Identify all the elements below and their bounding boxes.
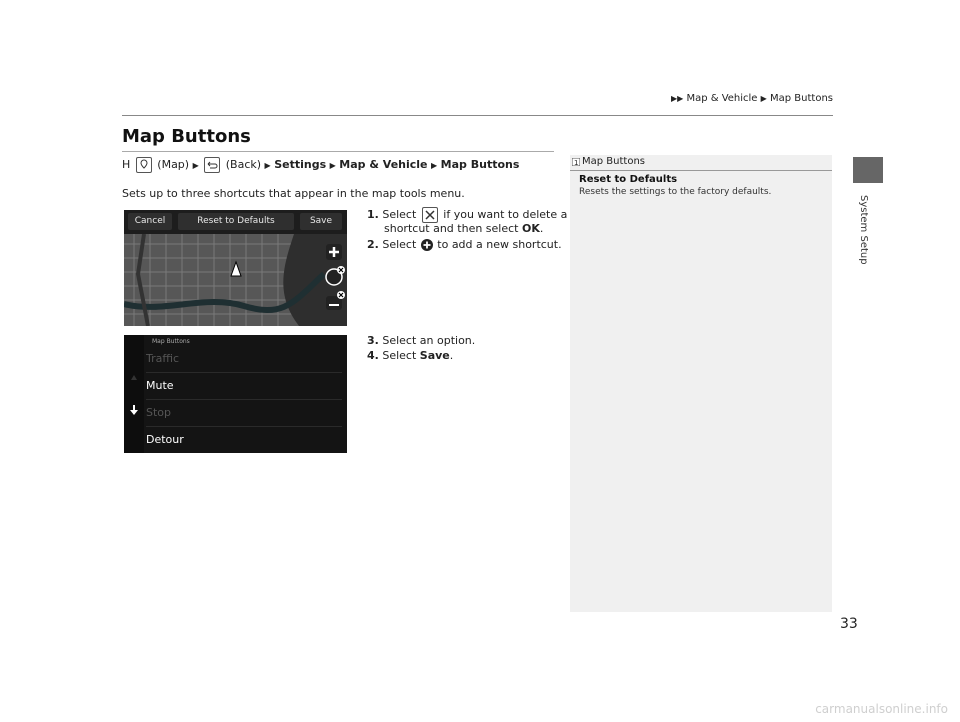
map-screenshot: [124, 210, 347, 326]
header-divider: [122, 115, 833, 116]
list-item-traffic[interactable]: Traffic: [146, 346, 342, 373]
step-1-cont: shortcut and then select OK.: [384, 222, 544, 235]
cancel-button[interactable]: Cancel: [128, 213, 172, 230]
traffic-shortcut-icon[interactable]: [326, 266, 345, 285]
delete-x-icon: [422, 207, 438, 223]
map-vehicle-link: Map & Vehicle: [339, 158, 428, 171]
settings-link: Settings: [274, 158, 327, 171]
map-toolbar: [124, 210, 347, 234]
list-header: Map Buttons: [152, 338, 190, 345]
map-label: (Map): [157, 158, 190, 171]
home-key: H: [122, 158, 131, 171]
back-key-icon: [204, 157, 220, 173]
save-button[interactable]: Save: [300, 213, 342, 230]
title-divider: [122, 151, 554, 152]
breadcrumb: ▶▶ Map & Vehicle ▶ Map Buttons: [670, 93, 833, 104]
page-title: Map Buttons: [122, 126, 251, 147]
step-3: 3. Select an option.: [367, 334, 476, 347]
navigation-path: H (Map) ▶ (Back) ▶ Settings ▶ Map & Vehicle ▶ Map Buttons: [122, 158, 520, 171]
watermark: carmanualsonline.info: [815, 702, 948, 716]
scroll-arrow-icon: [124, 335, 144, 453]
add-shortcut-icon[interactable]: [326, 244, 342, 260]
page-number: 33: [840, 616, 858, 632]
note-header: [570, 155, 832, 171]
back-label: (Back): [225, 158, 262, 171]
reset-to-defaults-button[interactable]: Reset to Defaults: [178, 213, 294, 230]
list-item-detour[interactable]: Detour: [146, 433, 184, 446]
note-icon: [572, 158, 580, 166]
map-key-icon: [136, 157, 152, 173]
breadcrumb-item[interactable]: Map Buttons: [770, 93, 833, 104]
note-title: Map Buttons: [582, 156, 645, 167]
note-text: Resets the settings to the factory defaults.: [579, 187, 772, 197]
map-tool-buttons: [322, 242, 346, 326]
svg-text:1: 1: [574, 159, 579, 166]
breadcrumb-item[interactable]: Map & Vehicle: [686, 93, 758, 104]
step-2: 2. Select to add a new shortcut.: [367, 238, 562, 251]
step-1: 1. Select if you want to delete a: [367, 208, 568, 221]
step-4: 4. Select Save.: [367, 349, 454, 362]
list-item-stop[interactable]: Stop: [146, 400, 342, 427]
map-buttons-link: Map Buttons: [440, 158, 520, 171]
map-background: [124, 234, 347, 326]
list-scrollbar[interactable]: [124, 335, 144, 453]
list-screenshot: [124, 335, 347, 453]
intro-text: Sets up to three shortcuts that appear in the map tools menu.: [122, 187, 465, 200]
note-subtitle: Reset to Defaults: [579, 174, 678, 185]
section-tab: [853, 157, 883, 183]
list-item-mute[interactable]: Mute: [146, 373, 342, 400]
section-label: System Setup: [858, 195, 869, 265]
add-circle-icon: [420, 238, 434, 252]
note-panel: [570, 155, 832, 612]
vehicle-shortcut-icon[interactable]: [326, 291, 345, 310]
